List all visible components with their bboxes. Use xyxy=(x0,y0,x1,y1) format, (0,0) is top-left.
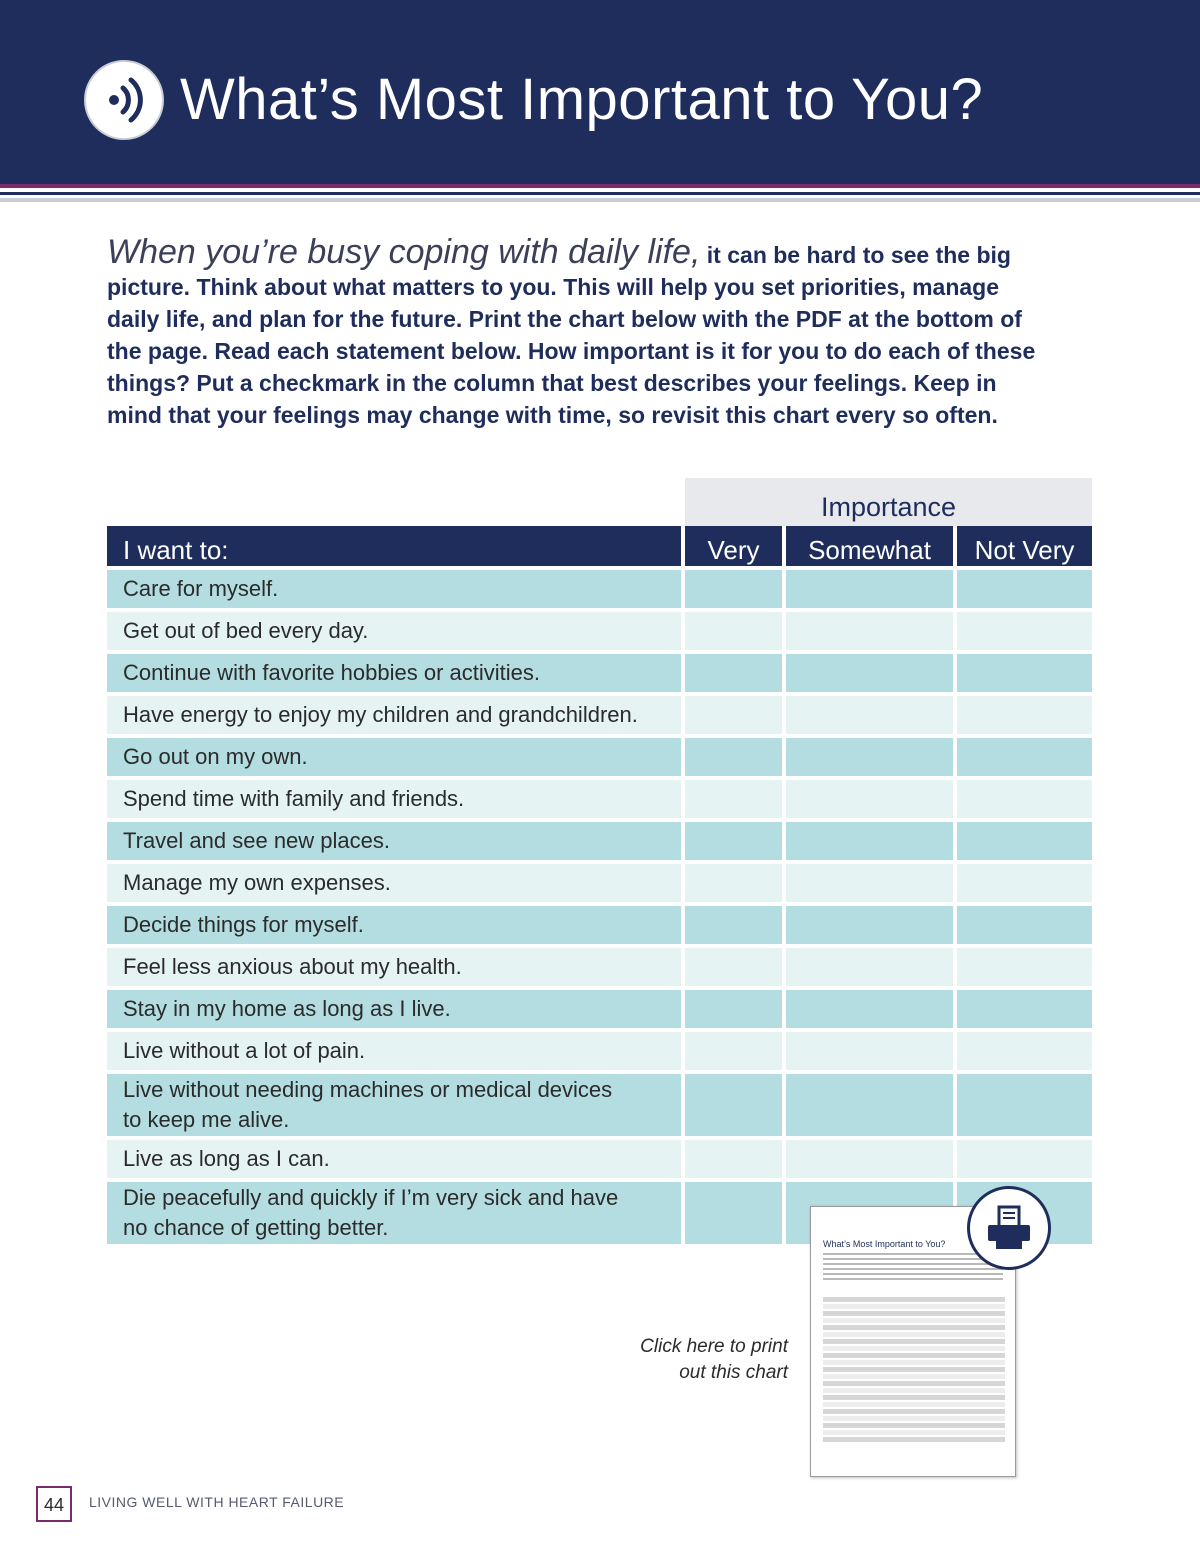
checkbox-cell-very[interactable] xyxy=(685,654,782,692)
table-row xyxy=(107,1074,1092,1136)
statement-text: Die peacefully and quickly if I’m very sick and have xyxy=(123,1185,619,1210)
table-row xyxy=(107,612,1092,650)
footer-book-title: LIVING WELL WITH HEART FAILURE xyxy=(89,1494,345,1510)
table-row xyxy=(107,696,1092,734)
column-header-very: Very xyxy=(685,526,782,566)
header-divider-navy xyxy=(0,192,1200,195)
column-header-not-very: Not Very xyxy=(957,526,1092,566)
table-row xyxy=(107,822,1092,860)
statement-text: Travel and see new places. xyxy=(123,828,390,853)
checkbox-cell-somewhat[interactable] xyxy=(786,738,953,776)
table-row xyxy=(107,864,1092,902)
checkbox-cell-very[interactable] xyxy=(685,906,782,944)
statement-cell xyxy=(107,906,681,944)
checkbox-cell-very[interactable] xyxy=(685,864,782,902)
checkbox-cell-not-very[interactable] xyxy=(957,738,1092,776)
checkbox-cell-not-very[interactable] xyxy=(957,906,1092,944)
statement-cell xyxy=(107,612,681,650)
checkbox-cell-somewhat[interactable] xyxy=(786,864,953,902)
checkbox-cell-somewhat[interactable] xyxy=(786,1032,953,1070)
print-caption-line-2[interactable]: out this chart xyxy=(679,1362,788,1383)
table-row xyxy=(107,570,1092,608)
checkbox-cell-somewhat[interactable] xyxy=(786,612,953,650)
checkbox-cell-somewhat[interactable] xyxy=(786,906,953,944)
page-title: What’s Most Important to You? xyxy=(180,67,984,132)
statement-text: Decide things for myself. xyxy=(123,912,364,937)
checkbox-cell-not-very[interactable] xyxy=(957,612,1092,650)
print-caption[interactable] xyxy=(600,1334,788,1386)
table-row xyxy=(107,990,1092,1028)
checkbox-cell-not-very[interactable] xyxy=(957,1032,1092,1070)
checkbox-cell-very[interactable] xyxy=(685,570,782,608)
table-row xyxy=(107,654,1092,692)
checkbox-cell-somewhat[interactable] xyxy=(786,1140,953,1178)
statement-text: Manage my own expenses. xyxy=(123,870,391,895)
table-row xyxy=(107,1140,1092,1178)
table-header-row xyxy=(107,526,1092,566)
printer-icon[interactable] xyxy=(967,1186,1051,1270)
checkbox-cell-very[interactable] xyxy=(685,948,782,986)
sound-waves-icon xyxy=(84,60,164,140)
table-row xyxy=(107,1032,1092,1070)
statement-text: no chance of getting better. xyxy=(123,1215,389,1240)
statement-text: Have energy to enjoy my children and grandchildren. xyxy=(123,702,638,727)
checkbox-cell-somewhat[interactable] xyxy=(786,1074,953,1136)
thumbnail-table-rows xyxy=(823,1297,1005,1444)
statement-text: Live without a lot of pain. xyxy=(123,1038,366,1063)
checkbox-cell-not-very[interactable] xyxy=(957,864,1092,902)
checkbox-cell-very[interactable] xyxy=(685,1140,782,1178)
statement-text: Care for myself. xyxy=(123,576,279,601)
checkbox-cell-very[interactable] xyxy=(685,780,782,818)
statement-cell xyxy=(107,780,681,818)
checkbox-cell-somewhat[interactable] xyxy=(786,948,953,986)
table-row xyxy=(107,948,1092,986)
checkbox-cell-not-very[interactable] xyxy=(957,780,1092,818)
statement-cell xyxy=(107,654,681,692)
checkbox-cell-somewhat[interactable] xyxy=(786,696,953,734)
checkbox-cell-not-very[interactable] xyxy=(957,570,1092,608)
checkbox-cell-somewhat[interactable] xyxy=(786,654,953,692)
table-row xyxy=(107,906,1092,944)
statement-cell xyxy=(107,822,681,860)
column-header-somewhat: Somewhat xyxy=(786,526,953,566)
checkbox-cell-not-very[interactable] xyxy=(957,1074,1092,1136)
statement-cell xyxy=(107,696,681,734)
table-row xyxy=(107,780,1092,818)
statement-cell xyxy=(107,738,681,776)
print-caption-line-1[interactable]: Click here to print xyxy=(640,1336,788,1357)
checkbox-cell-somewhat[interactable] xyxy=(786,990,953,1028)
checkbox-cell-not-very[interactable] xyxy=(957,654,1092,692)
checkbox-cell-very[interactable] xyxy=(685,822,782,860)
priorities-table xyxy=(107,526,1092,1244)
checkbox-cell-not-very[interactable] xyxy=(957,822,1092,860)
statement-text: to keep me alive. xyxy=(123,1107,290,1132)
statement-text: Live as long as I can. xyxy=(123,1146,330,1171)
checkbox-cell-very[interactable] xyxy=(685,612,782,650)
table-body xyxy=(107,570,1092,1244)
statement-cell xyxy=(107,864,681,902)
statement-text: Get out of bed every day. xyxy=(123,618,369,643)
statement-cell xyxy=(107,948,681,986)
intro-lead: When you’re busy coping with daily life, xyxy=(107,233,701,271)
statement-cell xyxy=(107,990,681,1028)
checkbox-cell-very[interactable] xyxy=(685,1032,782,1070)
checkbox-cell-somewhat[interactable] xyxy=(786,822,953,860)
intro-body: it can be hard to see the big picture. Think about what matters to you. This will help you set priorities, manage daily life, and plan for the future. Print the chart below with the PDF at the bottom of the page. Read each statement below. How important is it for you to do each of these things? Put a checkmark in the column that best describes your feelings. Keep in mind that your feelings may change with time, so revisit this chart every so often. xyxy=(107,242,1036,428)
statement-cell xyxy=(107,570,681,608)
checkbox-cell-somewhat[interactable] xyxy=(786,780,953,818)
statement-text: Continue with favorite hobbies or activities. xyxy=(123,660,540,685)
checkbox-cell-very[interactable] xyxy=(685,1074,782,1136)
intro-paragraph xyxy=(107,233,1057,431)
checkbox-cell-not-very[interactable] xyxy=(957,948,1092,986)
checkbox-cell-not-very[interactable] xyxy=(957,990,1092,1028)
statement-text: Live without needing machines or medical devices xyxy=(123,1077,613,1102)
statement-cell xyxy=(107,1140,681,1178)
checkbox-cell-very[interactable] xyxy=(685,1182,782,1244)
checkbox-cell-not-very[interactable] xyxy=(957,696,1092,734)
checkbox-cell-very[interactable] xyxy=(685,696,782,734)
statement-text: Go out on my own. xyxy=(123,744,308,769)
statement-cell xyxy=(107,1032,681,1070)
table-row xyxy=(107,738,1092,776)
column-header-i-want-to: I want to: xyxy=(107,526,681,566)
header-divider-purple xyxy=(0,184,1200,188)
checkbox-cell-not-very[interactable] xyxy=(957,1140,1092,1178)
statement-cell xyxy=(107,1182,681,1244)
statement-text: Spend time with family and friends. xyxy=(123,786,465,811)
page-header xyxy=(0,0,1200,184)
page-number: 44 xyxy=(36,1486,72,1522)
statement-cell xyxy=(107,1074,681,1136)
checkbox-cell-somewhat[interactable] xyxy=(786,570,953,608)
importance-group-header: Importance xyxy=(685,478,1092,526)
header-divider-gray xyxy=(0,198,1200,202)
checkbox-cell-very[interactable] xyxy=(685,990,782,1028)
statement-text: Feel less anxious about my health. xyxy=(123,954,462,979)
statement-text: Stay in my home as long as I live. xyxy=(123,996,451,1021)
thumbnail-title: What’s Most Important to You? xyxy=(823,1239,946,1249)
checkbox-cell-very[interactable] xyxy=(685,738,782,776)
